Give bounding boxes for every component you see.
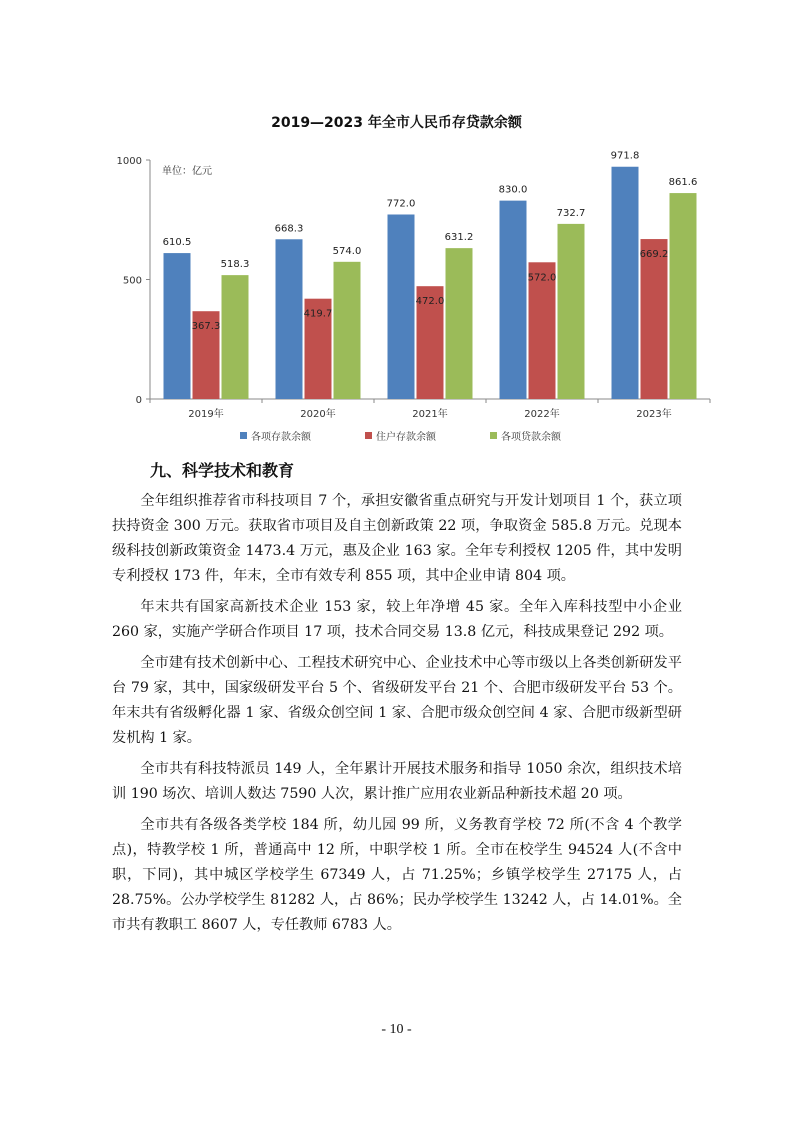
y-tick-label: 1000 — [116, 156, 142, 167]
body-text — [112, 489, 682, 944]
y-tick-label: 0 — [135, 395, 142, 406]
bar — [388, 214, 415, 399]
data-label: 631.2 — [444, 232, 474, 244]
legend-label: 各项贷款余额 — [501, 432, 561, 443]
x-tick-label: 2022年 — [524, 409, 560, 420]
x-tick-label: 2021年 — [412, 409, 448, 420]
data-label: 572.0 — [527, 272, 557, 284]
data-label: 472.0 — [415, 296, 445, 308]
data-label: 669.2 — [639, 249, 669, 261]
data-label: 367.3 — [191, 321, 221, 333]
bar — [500, 201, 527, 399]
legend-swatch — [490, 432, 497, 439]
paragraph: 全市共有各级各类学校 184 所，幼儿园 99 所，义务教育学校 72 所(不含 4 个教学点)，特教学校 1 所，普通高中 12 所，中职学校 1 所。全市在校学生 94524 人(不含中职，下同)，其中城区学校学生 67349 人，占 71.25%；乡镇学校学生 27175 人，占 28.75%。公办学校学生 81282 人，占 86%；民办学校学生 13242 人，占 14.01%。全市共有教职工 8607 人，专任教师 6783 人。 — [112, 817, 682, 933]
data-label: 732.7 — [556, 207, 586, 219]
bar — [670, 193, 697, 399]
bar — [334, 262, 361, 399]
bar — [276, 239, 303, 399]
bar — [446, 248, 473, 399]
data-label: 668.3 — [274, 223, 304, 235]
data-label: 518.3 — [220, 259, 250, 271]
section-heading: 九、科学技术和教育 — [150, 461, 295, 480]
page-number: - 10 - — [381, 1022, 412, 1037]
y-tick-label: 500 — [122, 275, 142, 287]
data-label: 772.0 — [386, 198, 416, 210]
paragraph: 年末共有国家高新技术企业 153 家，较上年净增 45 家。全年入库科技型中小企业 260 家，实施产学研合作项目 17 项，技术合同交易 13.8 亿元，科技成果登记 292 项。 — [112, 599, 682, 640]
legend-label: 各项存款余额 — [251, 432, 311, 443]
x-tick-label: 2023年 — [636, 409, 672, 420]
x-tick-label: 2019年 — [188, 409, 224, 420]
paragraph: 全市建有技术创新中心、工程技术研究中心、企业技术中心等市级以上各类创新研发平台 79 家，其中，国家级研发平台 5 个、省级研发平台 21 个、合肥市级研发平台 53 个。年末共有省级孵化器 1 家、省级众创空间 1 家、合肥市级众创空间 4 家、合肥市级新型研发机构 1 家。 — [112, 655, 682, 746]
unit-label: 单位：亿元 — [162, 166, 212, 177]
paragraph: 全市共有科技特派员 149 人，全年累计开展技术服务和指导 1050 余次，组织技术培训 190 场次、培训人数达 7590 人次，累计推广应用农业新品种新技术超 20 项。 — [112, 761, 682, 802]
legend-swatch — [240, 432, 247, 439]
legend-swatch — [365, 432, 372, 439]
paragraph: 全年组织推荐省市科技项目 7 个，承担安徽省重点研究与开发计划项目 1 个，获立项扶持资金 300 万元。获取省市项目及自主创新政策 22 项，争取资金 585.8 万元。兑现本级科技创新政策资金 1473.4 万元，惠及企业 163 家。全年专利授权 1205 件，其中发明专利授权 173 件，年末，全市有效专利 855 项，其中企业申请 804 项。 — [112, 493, 682, 584]
chart-title: 2019—2023 年全市人民币存贷款余额 — [271, 115, 522, 131]
data-label: 861.6 — [668, 177, 698, 189]
bar — [222, 275, 249, 399]
bar — [612, 167, 639, 399]
data-label: 971.8 — [610, 150, 640, 162]
x-tick-label: 2020年 — [300, 409, 336, 420]
data-label: 574.0 — [332, 245, 362, 257]
bar — [641, 239, 668, 399]
data-label: 419.7 — [303, 308, 333, 320]
data-label: 830.0 — [498, 184, 528, 196]
legend-label: 住户存款余额 — [376, 432, 436, 443]
bar-chart — [100, 140, 720, 460]
data-label: 610.5 — [162, 237, 192, 249]
bar — [164, 253, 191, 399]
bar — [558, 224, 585, 399]
